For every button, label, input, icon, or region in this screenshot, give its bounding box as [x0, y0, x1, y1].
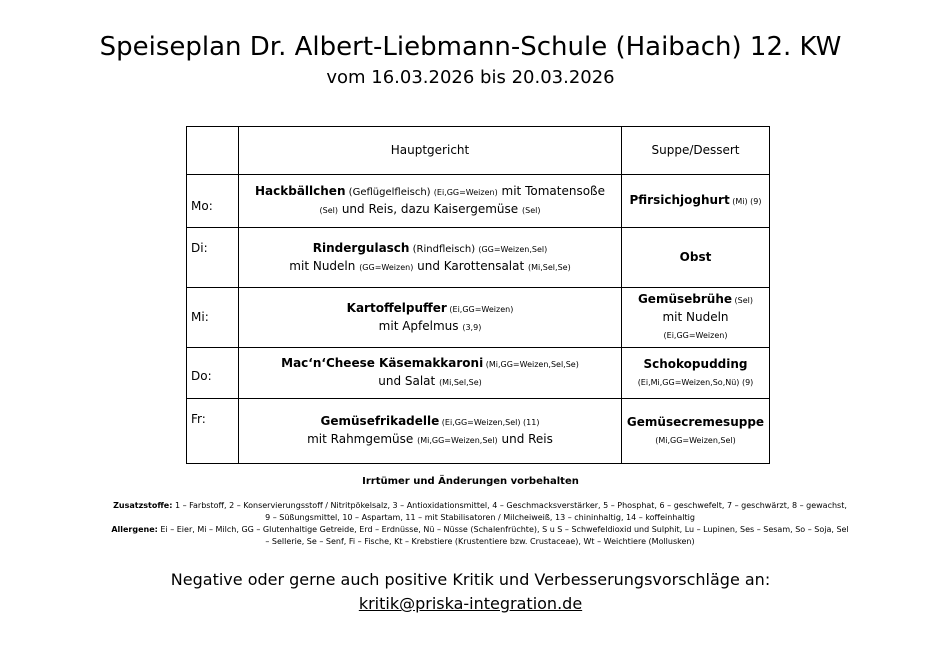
- dish-text: mit Apfelmus: [378, 318, 463, 333]
- cell-line: [243, 258, 617, 276]
- disclaimer-note: Irrtümer und Änderungen vorbehalten: [362, 476, 579, 487]
- allergen-code: (Mi) (9): [729, 197, 762, 206]
- dish-text: mit Rahmgemüse: [307, 432, 418, 446]
- dish-name: Gemüsebrühe: [637, 292, 733, 306]
- main-course-cell: [239, 399, 622, 464]
- dish-name: Kartoffelpuffer: [346, 300, 447, 315]
- feedback-email-link[interactable]: kritik@priska-integration.de: [358, 594, 583, 613]
- dish-name: Mac‘n‘Cheese Käsemakkaroni: [281, 356, 484, 370]
- dish-text: mit Nudeln: [662, 310, 729, 324]
- dish-text: und Karottensalat: [413, 258, 529, 273]
- header-main-course: Hauptgericht: [239, 127, 622, 175]
- allergen-code: (GG=Weizen,Sel): [478, 244, 548, 254]
- allergen-code: (Sel): [522, 206, 541, 215]
- allergen-code: (Mi,GG=Weizen,Sel,Se): [483, 360, 579, 369]
- dish-name: Rindergulasch: [312, 240, 410, 255]
- dish-name: Schokopudding: [643, 356, 748, 371]
- allergens-legend: [110, 524, 850, 548]
- dish-text: und Reis, dazu Kaisergemüse: [338, 202, 522, 216]
- table-row: [187, 348, 770, 399]
- main-course-cell: [239, 175, 622, 228]
- allergen-code: (Ei,GG=Weizen): [433, 188, 498, 197]
- allergen-code: (3,9): [462, 322, 482, 332]
- soup-dessert-cell: [622, 175, 770, 228]
- feedback-block: [0, 568, 941, 616]
- additives-legend: [110, 500, 850, 524]
- menu-table: [186, 126, 770, 464]
- page-title: Speiseplan Dr. Albert-Liebmann-Schule (Haibach) 12. KW: [99, 32, 842, 62]
- main-course-cell: [239, 228, 622, 288]
- cell-line: [243, 318, 617, 336]
- allergens-label: Allergene:: [111, 525, 158, 534]
- dish-name: Gemüsefrikadelle: [320, 414, 440, 428]
- cell-line: [626, 373, 765, 391]
- cell-line: [243, 300, 617, 318]
- allergen-code: (Ei,GG=Weizen,Sel) (11): [439, 418, 540, 427]
- soup-dessert-cell: [622, 348, 770, 399]
- main-course-cell: [239, 348, 622, 399]
- day-label: Fr:: [187, 399, 239, 464]
- allergen-code: (Ei,GG=Weizen): [446, 304, 514, 314]
- table-row: [187, 288, 770, 348]
- allergens-text: Ei – Eier, Mi – Milch, GG – Glutenhaltige Getreide, Erd – Erdnüsse, Nü – Nüsse (Schalenfrüchte), S u S – Schwefeldioxid und Sulphit, Lu – Lupinen, Ses – Sesam, So – Soja, Sel – Sellerie, Se – Senf, Fi – Fische, Kt – Krebstiere (Krustentiere bzw. Crustaceae), Wt – Weichtiere (Mollusken): [157, 525, 849, 546]
- dish-text: (Geflügelfleisch): [345, 187, 434, 198]
- table-row: [187, 228, 770, 288]
- day-label: Mi:: [187, 288, 239, 348]
- table-row: [187, 399, 770, 464]
- cell-line: [626, 309, 765, 326]
- soup-dessert-cell: [622, 228, 770, 288]
- cell-line: [626, 431, 765, 449]
- allergen-code: (Mi,GG=Weizen,Sel): [417, 436, 498, 445]
- cell-line: [626, 249, 765, 266]
- cell-line: [243, 183, 617, 201]
- cell-line: [243, 355, 617, 373]
- legend-block: [110, 500, 850, 548]
- soup-dessert-cell: [622, 288, 770, 348]
- dish-text: und Reis: [497, 432, 553, 446]
- header-soup-dessert: Suppe/Dessert: [622, 127, 770, 175]
- day-label: Di:: [187, 228, 239, 288]
- dish-text: (Rindfleisch): [409, 243, 479, 255]
- allergen-code: (Sel): [732, 296, 754, 305]
- table-header-row: [187, 127, 770, 175]
- dish-name: Obst: [679, 250, 712, 264]
- date-range: vom 16.03.2026 bis 20.03.2026: [326, 67, 615, 88]
- cell-line: [626, 326, 765, 344]
- cell-line: [243, 431, 617, 449]
- allergen-code: (Ei,GG=Weizen): [663, 331, 728, 340]
- feedback-text: Negative oder gerne auch positive Kritik und Verbesserungsvorschläge an:: [170, 570, 771, 589]
- cell-line: [243, 413, 617, 431]
- cell-line: [626, 356, 765, 373]
- dish-name: Hackbällchen: [255, 184, 346, 198]
- day-label: Do:: [187, 348, 239, 399]
- day-label: Mo:: [187, 175, 239, 228]
- cell-line: [626, 192, 765, 210]
- cell-line: [243, 201, 617, 219]
- additives-label: Zusatzstoffe:: [113, 501, 173, 510]
- allergen-code: (Ei,Mi,GG=Weizen,So,Nü) (9): [637, 377, 754, 387]
- additives-text: 1 – Farbstoff, 2 – Konservierungsstoff / Nitritpökelsalz, 3 – Antioxidationsmittel, 4 – Geschmacksverstärker, 5 – Phosphat, 6 – geschwefelt, 7 – geschwärzt, 8 – gewachst, 9 – Süßungsmittel, 10 – Aspartam, 11 – mit Stabilisatoren / Milcheiweiß, 13 – chininhaltig, 14 – koffeinhaltig: [172, 501, 847, 522]
- allergen-code: (Sel): [319, 206, 338, 215]
- dish-text: mit Nudeln: [289, 258, 360, 273]
- soup-dessert-cell: [622, 399, 770, 464]
- allergen-code: (Mi,Sel,Se): [439, 378, 482, 387]
- dish-text: mit Tomatensoße: [497, 184, 605, 198]
- cell-line: [243, 240, 617, 258]
- header-empty-cell: [187, 127, 239, 175]
- allergen-code: (Mi,Sel,Se): [528, 262, 571, 272]
- cell-line: [626, 414, 765, 431]
- cell-line: [626, 291, 765, 309]
- dish-name: Pfirsichjoghurt: [629, 193, 730, 207]
- allergen-code: (Mi,GG=Weizen,Sel): [655, 435, 736, 445]
- cell-line: [243, 373, 617, 391]
- allergen-code: (GG=Weizen): [359, 262, 414, 272]
- dish-text: und Salat: [378, 374, 440, 388]
- dish-name: Gemüsecremesuppe: [626, 414, 765, 429]
- main-course-cell: [239, 288, 622, 348]
- table-row: [187, 175, 770, 228]
